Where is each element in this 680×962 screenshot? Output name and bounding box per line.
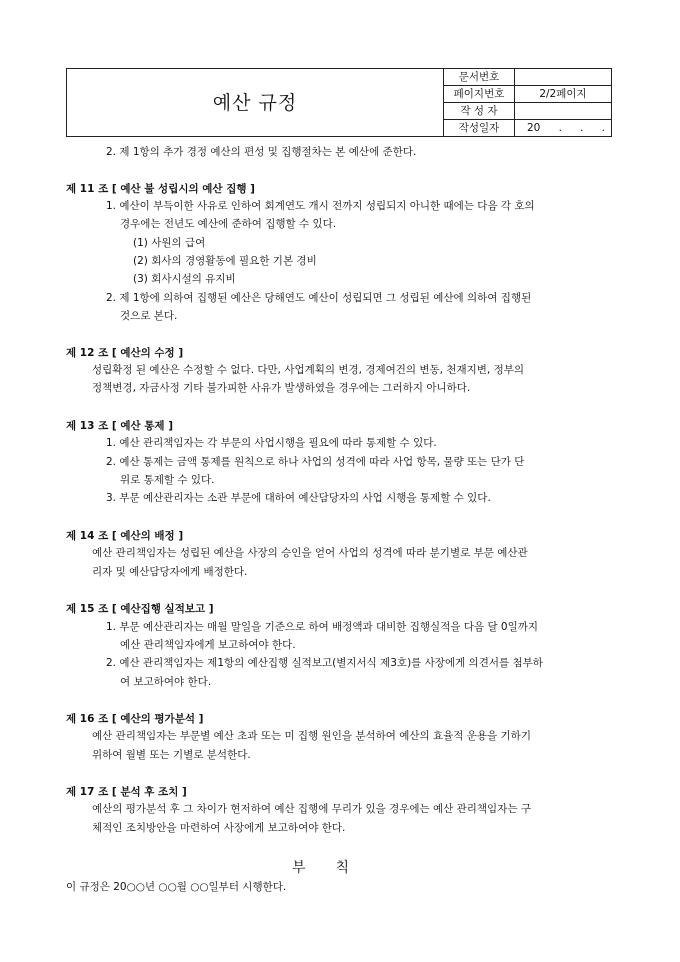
article-13-line: 위로 통제할 수 있다. [120,474,215,486]
article-15-title: 제 15 조 [ 예산집행 실적보고 ] [66,603,214,615]
article-11-item: (3) 회사시설의 유지비 [133,273,236,285]
article-11-line: 것으로 본다. [120,310,178,322]
article-13-line: 1. 예산 관리책임자는 각 부문의 사업시행을 필요에 따라 통제할 수 있다. [106,437,437,449]
date-value [515,120,612,137]
appendix-title: 부칙 [292,860,380,876]
article-11-line: 2. 제 1항에 의하여 집행된 예산은 당해연도 예산이 성립되면 그 성립된 예산에 의하여 집행된 [106,292,532,304]
author-value [515,103,612,120]
article-16-line: 예산 관리책임자는 부문별 예산 초과 또는 미 집행 원인을 분석하여 예산의 효율적 운용을 기하기 [92,730,531,742]
article-16-title: 제 16 조 [ 예산의 평가분석 ] [66,713,204,725]
article-16-line: 위하여 월별 또는 기별로 분석한다. [92,749,251,761]
article-14-line: 예산 관리책임자는 성립된 예산을 사장의 승인을 얻어 사업의 성격에 따라 분기별로 부문 예산관 [92,547,528,559]
page-number-label: 페이지번호 [444,86,515,103]
article-17-line: 체적인 조치방안을 마련하여 사장에게 보고하여야 한다. [92,822,346,834]
article-11-line: 경우에는 전년도 예산에 준하여 집행할 수 있다. [120,218,337,230]
article-12-line: 정책변경, 자금사정 기타 불가피한 사유가 발생하였을 경우에는 그러하지 아니하다. [92,382,471,394]
date-separator: . [580,122,584,134]
article-11-item: (1) 사원의 급여 [133,237,206,249]
article-14-title: 제 14 조 [ 예산의 배정 ] [66,530,184,542]
article-12-line: 성립확정 된 예산은 수정할 수 없다. 다만, 사업계획의 변경, 경제여건의 변동, 천재지변, 정부의 [92,364,525,376]
article-15-line: 1. 부문 예산관리자는 매월 말일을 기준으로 하여 배정액과 대비한 집행실적을 다음 달 0일까지 [106,621,539,633]
doc-number-value [515,69,612,86]
author-label: 작 성 자 [444,103,515,120]
article-15-line: 여 보고하여야 한다. [120,676,212,688]
article-13-line: 2. 예산 통제는 금액 통제를 원칙으로 하나 사업의 성격에 따라 사업 항목, 물량 또는 단가 단 [106,456,525,468]
date-year: 20 [527,122,541,134]
document-header [66,68,612,137]
intro-line: 2. 제 1항의 추가 경정 예산의 편성 및 집행절차는 본 예산에 준한다. [106,146,417,158]
article-13-line: 3. 부문 예산관리자는 소관 부문에 대하여 예산담당자의 사업 시행을 통제할 수 있다. [106,492,491,504]
article-11-title: 제 11 조 [ 예산 불 성립시의 예산 집행 ] [66,183,255,195]
article-17-line: 예산의 평가분석 후 그 차이가 현저하여 예산 집행에 무리가 있을 경우에는 예산 관리책임자는 구 [92,803,531,815]
date-separator: . [558,122,562,134]
article-17-title: 제 17 조 [ 분석 후 조치 ] [66,786,187,798]
appendix-text: 이 규정은 20○○년 ○○월 ○○일부터 시행한다. [66,881,287,893]
article-13-title: 제 13 조 [ 예산 통제 ] [66,420,174,432]
document-title: 예산 규정 [67,69,444,137]
article-14-line: 리자 및 예산담당자에게 배정한다. [92,566,248,578]
article-11-item: (2) 회사의 경영활동에 필요한 기본 경비 [133,255,317,267]
doc-number-label: 문서번호 [444,69,515,86]
article-11-line: 1. 예산이 부득이한 사유로 인하여 회계연도 개시 전까지 성립되지 아니한 때에는 다음 각 호의 [106,200,535,212]
date-label: 작성일자 [444,120,515,137]
article-15-line: 2. 예산 관리책임자는 제1항의 예산집행 실적보고(별지서식 제3호)를 사장에게 의견서를 첨부하 [106,657,543,669]
article-15-line: 예산 관리책임자에게 보고하여야 한다. [120,639,296,651]
date-separator: . [601,122,605,134]
article-12-title: 제 12 조 [ 예산의 수정 ] [66,347,184,359]
page-number-value: 2/2페이지 [515,86,612,103]
